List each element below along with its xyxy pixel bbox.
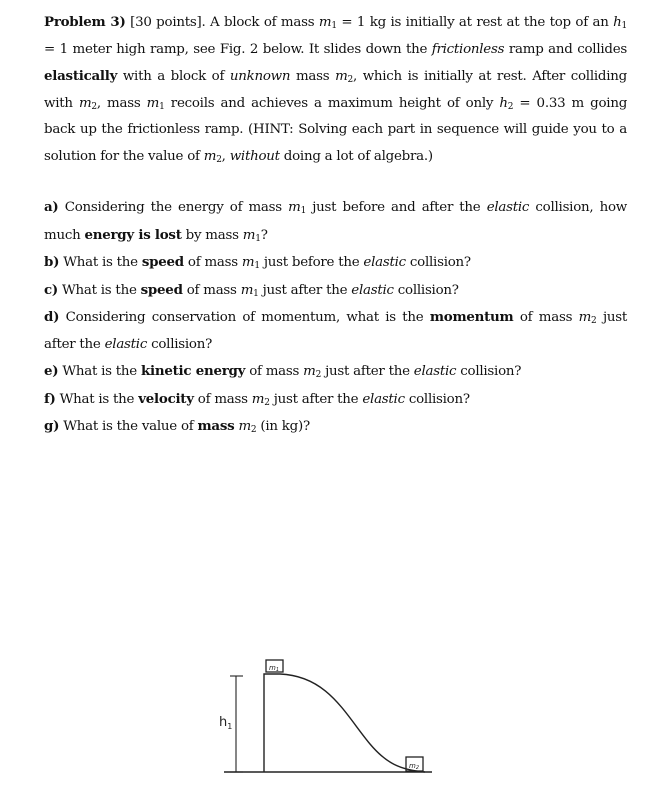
emph-elastic: elastic [413, 364, 457, 379]
text: of mass [197, 391, 248, 407]
height-label: $h_1$ [219, 715, 233, 731]
math-h2: $h_2$ [499, 95, 514, 112]
text: collision? [408, 391, 470, 407]
question-d [44, 304, 627, 358]
bold-term: momentum [429, 309, 514, 325]
question-list [44, 194, 627, 441]
emph-unknown: unknown [229, 69, 291, 84]
question-label: b) [44, 254, 60, 270]
block-m2-label: m2 [409, 762, 420, 771]
question-label: a) [44, 199, 59, 215]
text: = 1 kg is initially at rest at the top of an [341, 15, 609, 30]
ramp-curve [264, 674, 425, 772]
math-m2: $m_2$ [303, 364, 322, 380]
question-g [44, 413, 627, 441]
problem-label: Problem 3) [44, 14, 126, 30]
math-m1: $m_1$ [241, 255, 260, 271]
text: What is the [62, 364, 137, 379]
text: mass [295, 69, 330, 84]
question-e [44, 358, 627, 386]
math-m2: $m_2$ [335, 69, 353, 85]
text: just before and after the [312, 200, 481, 215]
math-m2: $m_2$ [238, 419, 257, 435]
text: just after the [44, 310, 627, 352]
text: What is the [62, 282, 137, 298]
math-m1: $m_1$ [318, 15, 337, 31]
problem-statement [44, 9, 627, 170]
bold-term: velocity [138, 390, 194, 407]
text: What is the [59, 391, 135, 407]
text: with a block of [122, 69, 225, 84]
text: just after the [273, 391, 359, 407]
problem-points: [30 points]. [130, 15, 206, 30]
text: , [221, 148, 226, 164]
emph-elastic: elastic [104, 336, 148, 352]
text: just after the [325, 364, 410, 379]
ramp-figure [210, 652, 440, 782]
bold-elastically: elastically [44, 68, 118, 84]
text: Considering conservation of momentum, what is the [65, 310, 424, 325]
question-f [44, 386, 627, 414]
text: , mass [96, 95, 141, 111]
text: (in kg)? [260, 419, 310, 434]
text: collision? [151, 336, 213, 352]
math-h1: $h_1$ [613, 15, 628, 31]
text: ? [260, 227, 268, 243]
bold-term: speed [141, 254, 184, 270]
math-m2: $m_2$ [578, 310, 597, 326]
math-m2: $m_2$ [78, 95, 97, 112]
text: collision? [397, 282, 459, 298]
text: = 1 meter high ramp, see Fig. 2 below. It slides down the [44, 41, 428, 57]
emph-elastic: elastic [486, 200, 530, 215]
math-m2: $m_2$ [203, 148, 222, 165]
emph-without: without [229, 148, 280, 164]
emph-elastic: elastic [362, 391, 405, 407]
text: A block of mass [210, 15, 315, 30]
text: , which is initially at rest. After colliding with [44, 69, 627, 111]
text: of mass [519, 310, 573, 325]
math-m1: $m_1$ [146, 95, 165, 112]
bold-term: mass [197, 418, 235, 434]
text: doing a lot of algebra.) [283, 148, 433, 164]
question-label: g) [44, 418, 60, 434]
question-label: d) [44, 309, 60, 325]
bold-term: kinetic energy [141, 363, 246, 379]
text: What is the [63, 255, 138, 270]
emph-elastic: elastic [351, 282, 394, 298]
math-m1: $m_1$ [288, 200, 307, 216]
block-m1-label: m1 [269, 664, 280, 673]
text: recoils and achieves a maximum height of only [170, 95, 494, 111]
emph-elastic: elastic [363, 255, 406, 270]
text: ramp and collides [508, 41, 627, 57]
question-label: f) [44, 390, 56, 407]
bold-term: speed [140, 281, 183, 298]
text: just after the [262, 282, 348, 298]
question-label: c) [44, 281, 58, 298]
math-m1: $m_1$ [240, 282, 259, 299]
bold-term: energy is lost [84, 226, 182, 243]
text: just before the [263, 255, 360, 270]
emph-frictionless: frictionless [431, 41, 505, 57]
text: collision? [460, 364, 522, 379]
text: of mass [249, 364, 300, 379]
question-a [44, 194, 627, 249]
question-label: e) [44, 363, 59, 379]
text: by mass [185, 227, 239, 243]
text: Considering the energy of mass [64, 200, 282, 215]
text: of mass [186, 282, 237, 298]
math-m1: $m_1$ [242, 227, 261, 244]
text: = 0.33 m going back up the frictionless ramp. (HINT: Solving each part in sequence will guide you to a solution for the value of [44, 95, 628, 164]
question-b [44, 249, 627, 277]
text: What is the value of [63, 419, 194, 434]
text: collision? [409, 255, 471, 270]
text: collision, how much [44, 200, 628, 243]
question-c [44, 277, 627, 305]
math-m2: $m_2$ [251, 391, 270, 408]
text: of mass [187, 255, 238, 270]
